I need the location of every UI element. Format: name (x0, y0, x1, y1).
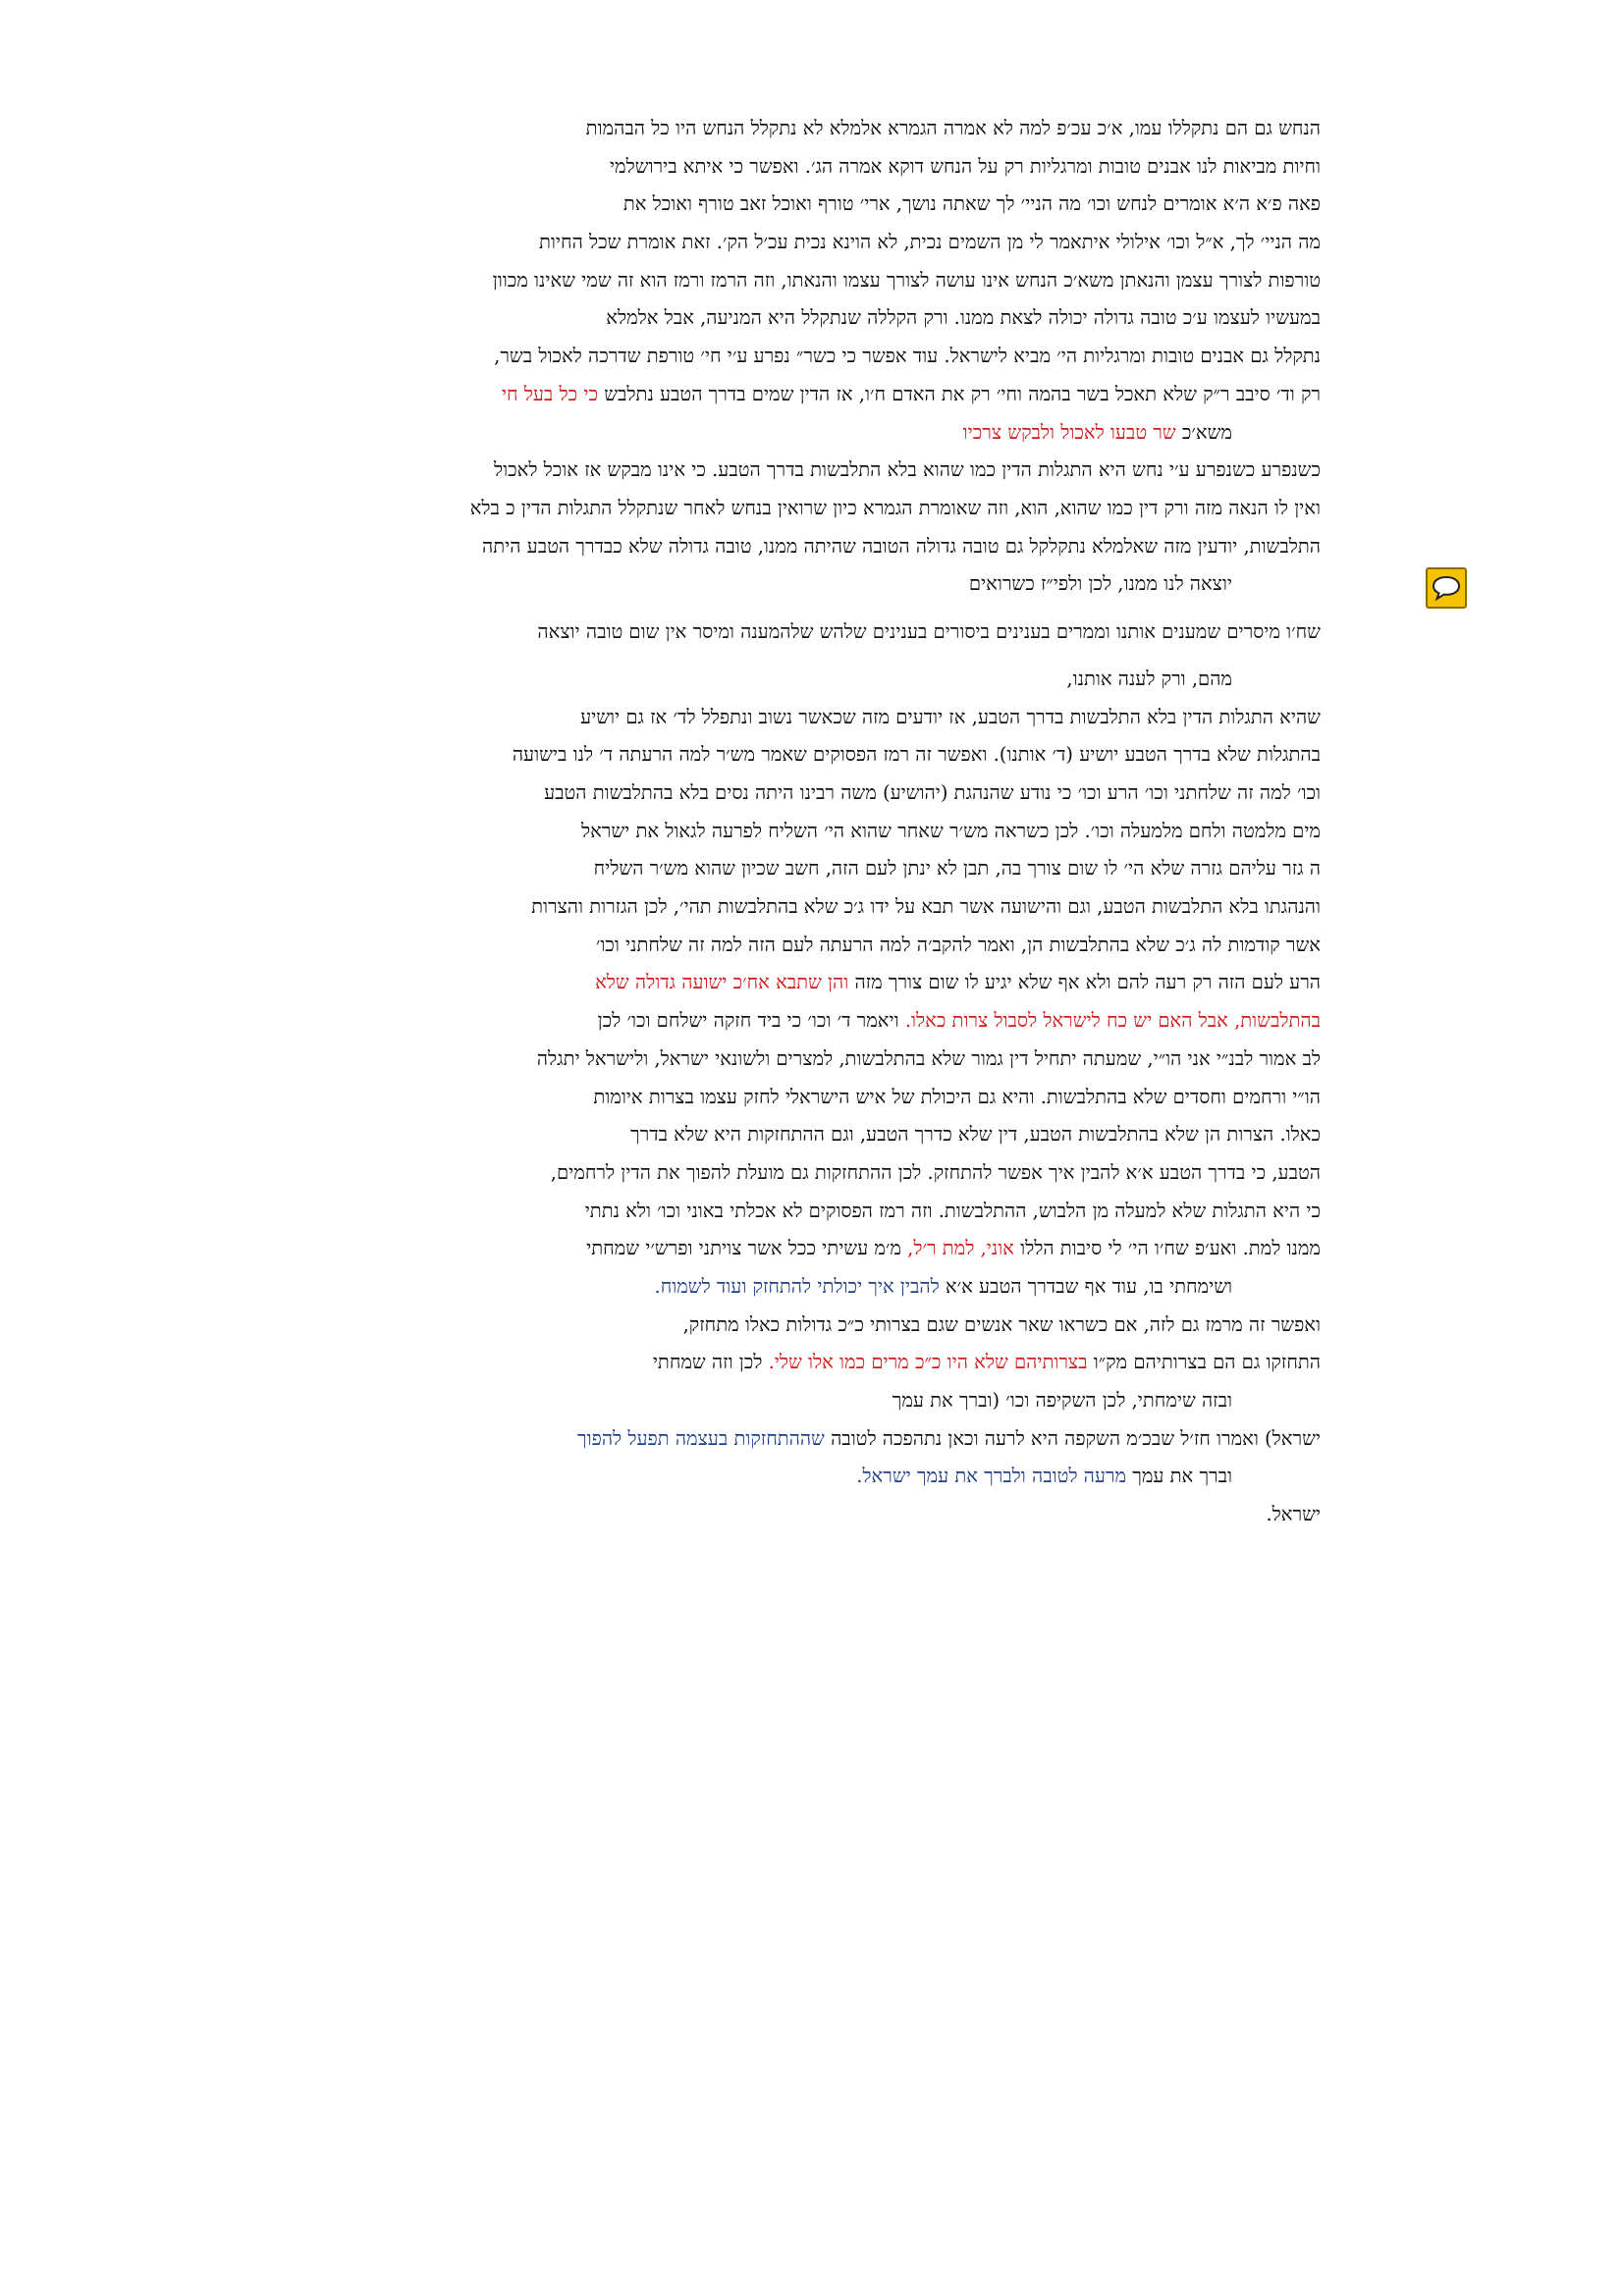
text-line (319, 186, 1321, 224)
text-segment: טורפות לצורך עצמן והנאתן משא׳כ הנחש אינו עושה לצורך עצמו והנאתו, וזה הרמז ורמז הוא זה שמי שאינו מכוון (492, 268, 1321, 292)
text-line (319, 604, 1321, 661)
text-line (319, 888, 1321, 927)
text-segment: ושימחתי בו, עוד אף שבדרך הטבע א׳א (939, 1274, 1232, 1298)
text-segment: פאה פ׳א ה׳א אומרים לנחש וכו׳ מה הניי׳ לך שאתה נושך, ארי׳ טורף ואוכל זאב טורף ואוכל את (622, 192, 1321, 216)
text-segment: שהיא התגלות הדין בלא התלבשות בדרך הטבע, אז יודעים מזה שכאשר נשוב ונתפלל לד׳ אז גם יושיע (580, 705, 1321, 728)
red-text-segment: שר טבעו לאכול ולבקש צרכיו (962, 420, 1176, 444)
text-segment: במעשיו לעצמו ע׳כ טובה גדולה יכולה לצאת ממנו. ורק הקללה שנתקלל היא המניעה, אבל אלמלא (606, 306, 1321, 330)
text-line (319, 1420, 1321, 1459)
text-segment: ממנו למת. ואע׳פ שח׳ו הי׳ לי סיבות הללו (1013, 1237, 1321, 1260)
text-segment: הטבע, כי בדרך הטבע א׳א להבין איך אפשר להתחזק. לכן ההתחזקות גם מועלת להפוך את הדין לרחמים, (550, 1160, 1321, 1184)
text-line (319, 148, 1321, 187)
text-line (319, 1116, 1321, 1154)
text-line (319, 736, 1321, 774)
text-segment: שח׳ו מיסרים שמענים אותנו וממרים בענינים ביסורים בענינים שלהש שלהמענה ומיסר אין שום טובה יוצאה (537, 619, 1321, 643)
text-segment: בהתגלות שלא בדרך הטבע יושיע (ד׳ אותנו). ואפשר זה רמז הפסוקים שאמר מש׳ר למה הרעתה ד׳ לנו בישועה (512, 743, 1321, 767)
text-segment: רק וד׳ סיבב ר״ק שלא תאכל בשר בהמה וחי׳ רק את האדם ח׳ו, אז הדין שמים בדרך הטבע נתלבש (598, 382, 1321, 405)
text-segment: ויאמר ד׳ וכו׳ כי ביד חזקה ישלחם וכו׳ לכן (597, 1009, 905, 1033)
text-line (319, 224, 1321, 262)
text-segment: ואפשר זה מרמז גם לזה, אם כשראו שאר אנשים שגם בצרותי כ״כ גדולות כאלו מתחזק, (682, 1312, 1321, 1336)
text-segment: ישראל. (1266, 1503, 1321, 1526)
text-segment: מה הניי׳ לך, א״ל וכו׳ אילולי איתאמר לי מן השמים נכית, לא הוינא נכית עכ׳ל הק׳. זאת אומרת שכל החיות (539, 231, 1321, 254)
text-segment: כי היא התגלות שלא למעלה מן הלבוש, ההתלבשות. וזה רמז הפסוקים לא אכלתי באוני וכו׳ ולא נתתי (584, 1199, 1321, 1222)
text-line (319, 414, 1321, 453)
text-line (319, 1041, 1321, 1079)
text-segment: הו״י ורחמים וחסדים שלא בהתלבשות. והיא גם היכולת של איש הישראלי לחזק עצמו בצרות איומות (593, 1085, 1321, 1108)
text-line (319, 1268, 1321, 1307)
speech-bubble-icon (1428, 569, 1465, 607)
text-segment: נתקלל גם אבנים טובות ומרגליות הי׳ מביא לישראל. עוד אפשר כי כשר״ נפרע ע׳י חי׳ טורפת שדרכה לאכול בשר, (494, 345, 1321, 368)
red-text-segment: והן שתבא אח׳כ ישועה גדולה שלא (595, 971, 849, 994)
text-segment: כשנפרע כשנפרע ע׳י נחש היא התגלות הדין כמו שהוא בלא התלבשות בדרך הטבע. כי אינו מבקש אז אוכל לאכול (493, 458, 1321, 482)
text-segment: והנהגתו בלא התלבשות הטבע, וגם והישועה אשר תבא על ידו ג׳כ שלא בהתלבשות תהי׳, לכן הגזרות והצרות (531, 895, 1321, 919)
text-line (319, 528, 1321, 566)
text-line (319, 774, 1321, 813)
text-segment: לב אמור לבנ״י אני הו״י, שמעתה יתחיל דין גמור שלא בהתלבשות, למצרים ולשונאי ישראל, ולישראל יתגלה (536, 1046, 1321, 1070)
blue-text-segment: מרעה לטובה ולברך את עמך ישראל. (856, 1465, 1127, 1488)
text-line (319, 490, 1321, 528)
text-segment: ובזה שימחתי, לכן השקיפה וכו׳ (וברך את עמך (892, 1389, 1232, 1412)
text-line (319, 964, 1321, 1002)
text-segment: הרע לעם הזה רק רעה להם ולא אף שלא יגיע לו שום צורך מזה (848, 971, 1321, 994)
blue-text-segment: שההתחזקות בעצמה תפעל להפוך (577, 1426, 825, 1450)
red-text-segment: אוני, למת ר׳ל, (907, 1237, 1014, 1260)
text-line (319, 338, 1321, 376)
text-line (319, 1307, 1321, 1345)
text-segment: כאלו. הצרות הן שלא בהתלבשות הטבע, דין שלא כדרך הטבע, וגם ההתחזקות היא שלא בדרך (630, 1123, 1321, 1147)
text-segment: ישראל) ואמרו חז׳ל שבכ׳מ השקפה היא לרעה וכאן נתהפכה לטובה (824, 1426, 1321, 1450)
text-line (319, 699, 1321, 737)
text-line (319, 376, 1321, 414)
blue-text-segment: להבין איך יכולתי להתחזק ועוד לשמוח. (654, 1274, 940, 1298)
text-segment: מ׳מ עשיתי ככל אשר צויתני ופרש׳י שמחתי (586, 1237, 908, 1260)
text-line (319, 1344, 1321, 1382)
text-line (319, 1002, 1321, 1041)
text-line (319, 1382, 1321, 1420)
text-line (319, 1230, 1321, 1268)
text-segment: ואין לו הנאה מזה ורק דין כמו שהוא, הוא, וזה שאומרת הגמרא כיון שרואין בנחש לאחר שנתקלל התגלות הדין כ בלא (469, 496, 1321, 519)
text-line (319, 661, 1321, 699)
text-segment: ה גזר עליהם גזרה שלא הי׳ לו שום צורך בה, תבן לא ינתן לעם הזה, חשב שכיון שהוא מש׳ר השליח (593, 857, 1321, 881)
text-line (319, 813, 1321, 851)
text-segment: וחיות מביאות לנו אבנים טובות ומרגליות רק על הנחש דוקא אמרה הג׳. ואפשר כי איתא בירושלמי (609, 154, 1321, 178)
text-line (319, 1154, 1321, 1193)
text-line (319, 850, 1321, 888)
text-line (319, 262, 1321, 300)
text-line (319, 565, 1321, 604)
text-segment: וכו׳ למה זה שלחתני וכו׳ הרע וכו׳ כי נודע שהנהגת (יהושיע) משה רבינו היתה נסים בלא בהתלבשות הטבע (544, 781, 1321, 804)
text-line (319, 299, 1321, 338)
comment-speech-bubble-icon[interactable] (1426, 567, 1467, 609)
text-segment: אשר קודמות לה ג׳כ שלא בהתלבשות הן, ואמר להקב׳ה למה הרעתה לעם הזה למה זה שלחתני וכו׳ (595, 933, 1321, 956)
text-segment: הנחש גם הם נתקללו עמו, א׳כ עכ׳פ למה לא אמרה הגמרא אלמלא לא נתקלל הנחש היו כל הבהמות (585, 117, 1321, 139)
text-line (319, 1193, 1321, 1231)
text-line (319, 1458, 1321, 1496)
red-text-segment: בצרותיהם שלא היו כ״כ מרים כמו אלו שלי. (768, 1351, 1088, 1374)
text-line (319, 110, 1321, 148)
manuscript-text (319, 110, 1321, 1534)
text-segment: לכן וזה שמחתי (652, 1351, 769, 1374)
text-line (319, 452, 1321, 490)
text-segment: מהם, ורק לענה אותנו, (1066, 667, 1232, 690)
text-segment: התחזקו גם הם בצרותיהם מק״ו (1087, 1351, 1321, 1374)
text-segment: התלבשות, יודעין מזה שאלמלא נתקלקל גם טובה גדולה הטובה שהיתה ממנו, טובה גדולה שלא כבדרך הטבע היתה (482, 534, 1321, 558)
red-text-segment: כי כל בעל חי (501, 382, 599, 405)
text-line (319, 927, 1321, 965)
text-segment: מים מלמטה ולחם מלמעלה וכו׳. לכן כשראה מש׳ר שאחר שהוא הי׳ השליח לפרעה לגאול את ישראל (580, 819, 1321, 842)
text-line (319, 1079, 1321, 1117)
text-segment: יוצאה לנו ממנו, לכן ולפי״ז כשרואים (968, 572, 1232, 596)
red-text-segment: בהתלבשות, אבל האם יש כח לישראל לסבול צרות כאלו. (904, 1009, 1321, 1033)
text-line (319, 1496, 1321, 1534)
text-segment: וברך את עמך (1126, 1465, 1232, 1488)
text-segment: משא׳כ (1175, 420, 1232, 444)
